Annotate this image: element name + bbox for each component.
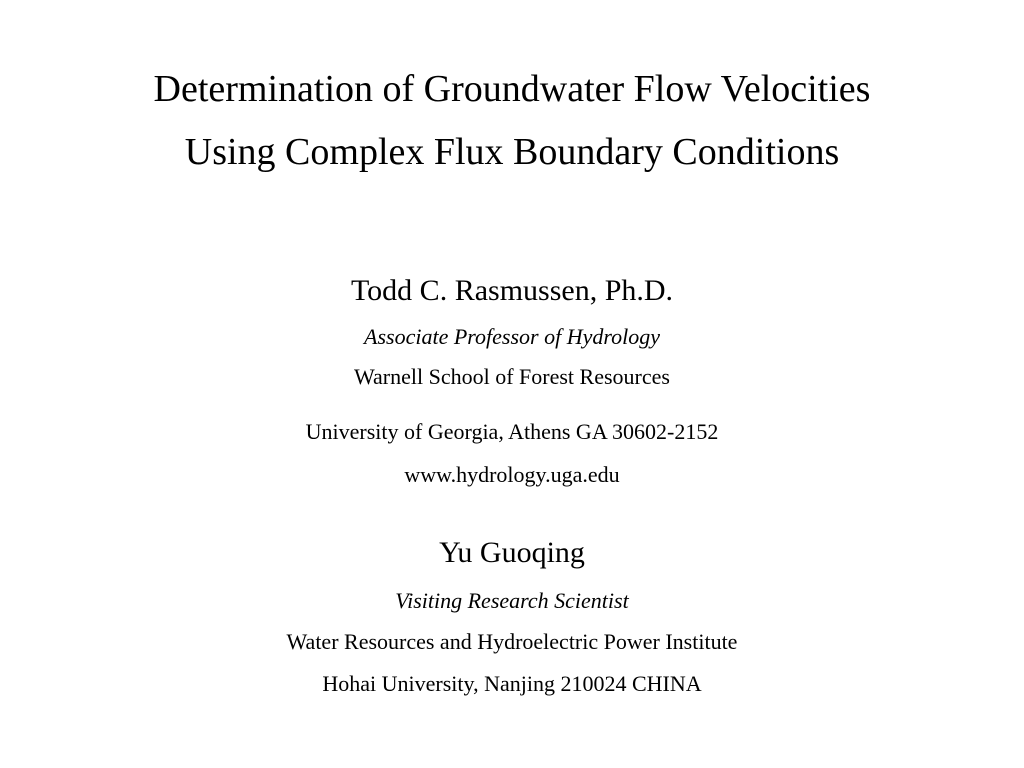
author-2-university: Hohai University, Nanjing 210024 CHINA: [322, 671, 702, 696]
author-1-university: University of Georgia, Athens GA 30602-2152: [305, 419, 719, 444]
author-2-position: Visiting Research Scientist: [395, 588, 629, 613]
author-1-position: Associate Professor of Hydrology: [364, 324, 660, 349]
author-2-name: Yu Guoqing: [439, 536, 585, 569]
title-line-1: Determination of Groundwater Flow Velocities: [153, 68, 871, 110]
author-2-institute: Water Resources and Hydroelectric Power Institute: [286, 629, 738, 654]
title-line-2: Using Complex Flux Boundary Conditions: [184, 131, 840, 173]
author-1-name: Todd C. Rasmussen, Ph.D.: [350, 274, 674, 307]
author-1-website: www.hydrology.uga.edu: [404, 462, 620, 487]
author-1-school: Warnell School of Forest Resources: [354, 364, 670, 389]
